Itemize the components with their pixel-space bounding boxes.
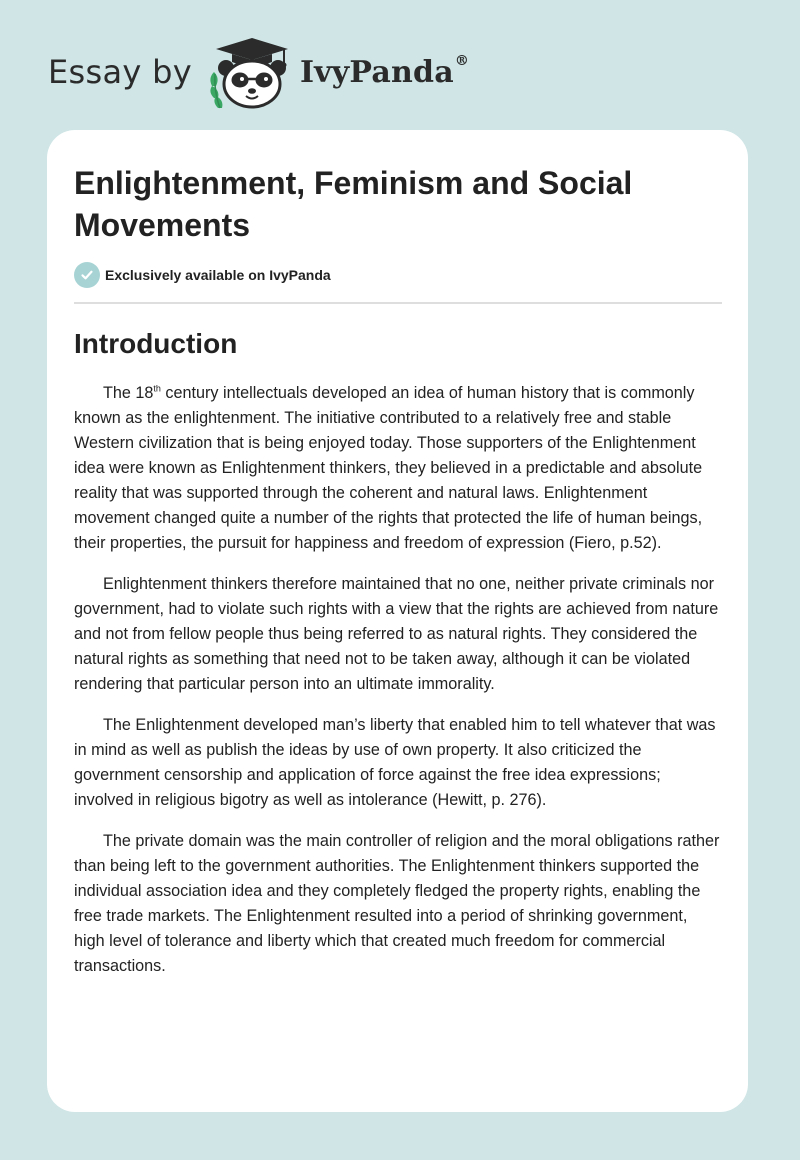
exclusive-label: Exclusively available on IvyPanda	[105, 267, 331, 283]
brand-prefix: Essay by	[48, 53, 192, 91]
paragraph: Enlightenment thinkers therefore maintained that no one, neither private criminals nor government, had to violate such rights with a view that the rights are achieved from nature and not from fellow people thus being referred to as natural rights. They considered the natural rights as something that need not to be taken away, although it can be violated rendering that particular person into an ultimate immorality.	[74, 575, 719, 693]
site-brand[interactable]	[48, 34, 469, 110]
panda-logo-icon	[206, 34, 298, 110]
paragraph-text: century intellectuals developed an idea of human history that is commonly known as the enlightenment. The initiative contributed to a relatively free and stable Western civilization that is being enjoyed today. Those supporters of the Enlightenment idea were known as Enlightenment thinkers, they believed in a predictable and absolute reality that was supported through the coherent and natural laws. Enlightenment movement changed quite a number of the rights that protected the life of human beings, their properties, the pursuit for happiness and freedom of expression (Fiero, p.52).	[74, 384, 703, 552]
registered-mark: ®	[454, 52, 470, 69]
checkmark-icon	[80, 268, 94, 282]
exclusive-badge	[74, 262, 722, 288]
brand-name-text: IvyPanda	[299, 54, 454, 90]
paragraph-text: The 18	[103, 384, 154, 402]
check-circle-icon	[74, 262, 100, 288]
paragraph: The private domain was the main controller of religion and the moral obligations rather than being left to the government authorities. The Enlightenment thinkers supported the individual association idea and they completely fledged the property rights, enabling the free trade markets. The Enlightenment resulted into a period of shrinking government, high level of tolerance and liberty which that created much freedom for commercial transactions.	[74, 832, 720, 975]
ordinal-suffix: th	[153, 383, 161, 394]
paragraph: The Enlightenment developed man’s liberty that enabled him to tell whatever that was in mind as well as publish the ideas by use of own property. It also criticized the government censorship and application of force against the free idea expressions; involved in religious bigotry as well as intolerance (Hewitt, p. 276).	[74, 716, 716, 809]
paragraph	[74, 381, 722, 556]
divider	[74, 302, 722, 304]
section-heading: Introduction	[74, 328, 238, 359]
page-title: Enlightenment, Feminism and Social Movements	[74, 165, 633, 243]
essay-card	[47, 130, 748, 1112]
brand-name	[299, 52, 470, 90]
